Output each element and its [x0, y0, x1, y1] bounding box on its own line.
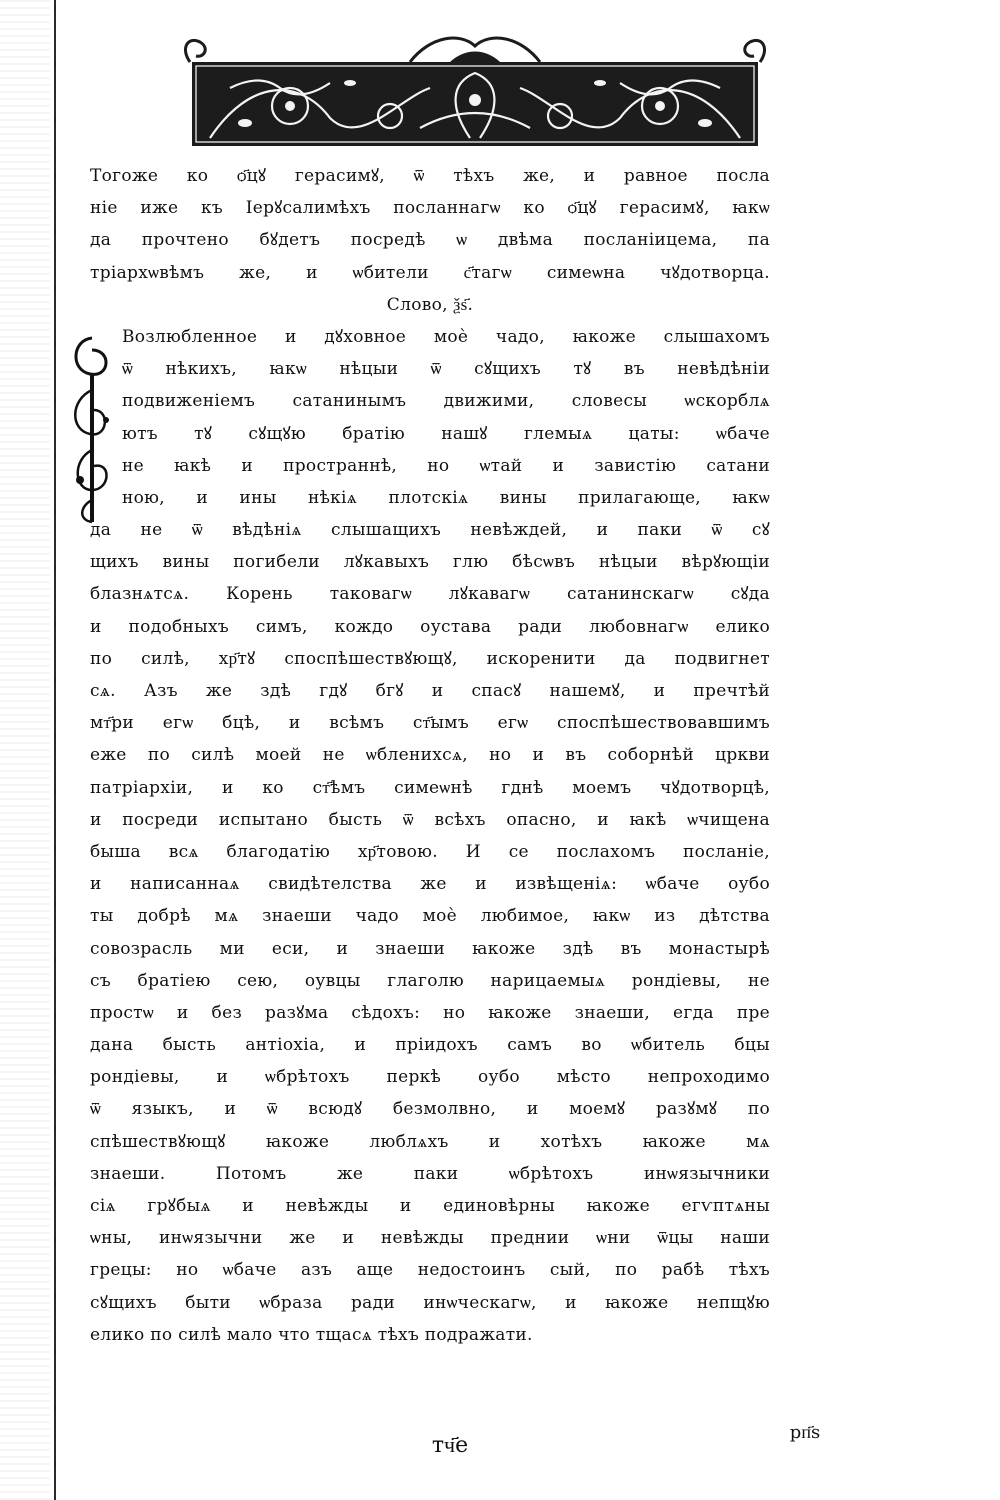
text-line: сѧ. Азъ же здѣ гдꙋ бгꙋ и спасꙋ нашемꙋ, и пречтѣй [90, 681, 770, 701]
text-line: и написаннаѧ свидѣтелства же и извѣщеніѧ: ѡбаче оубо [90, 874, 770, 895]
text-line: и посреди испытано бысть ѿ всѣхъ опасно, и ꙗкѣ ѡчищена [90, 809, 770, 830]
signature-mark: рп҃ѕ [789, 1422, 821, 1443]
ornamental-headpiece [170, 28, 780, 150]
text-line: и подобныхъ симъ, кождо оуставa ради любовнагѡ елико [90, 616, 770, 637]
text-line: сіѧ грꙋбыѧ и невѣжды и единовѣрны ꙗкоже егѵптѧны [90, 1196, 770, 1216]
text-line: ніе иже къ Іерꙋсалимѣхъ посланнагѡ ко ѻ҃цꙋ герасимꙋ, ꙗкѡ [90, 198, 770, 219]
text-line: по силѣ, хр҃тꙋ споспѣшествꙋющꙋ, искоренити да подвигнет [90, 648, 770, 669]
text-line: быша всѧ благодатію хр҃товою. И се послахомъ посланіе, [90, 841, 770, 862]
text-line: тріархѡвѣмъ же, и ѡбители с҃тагѡ симеѡна чꙋдотворца. [90, 262, 770, 283]
text-line: дана бысть антіохіа, и пріидохъ самъ во ѡбитель бцы [90, 1035, 770, 1056]
text-line: ѿ нѣкихъ, ꙗкѡ нѣцыи ѿ сꙋщихъ тꙋ въ невѣдѣніи [122, 359, 770, 380]
text-line: блазнѧтсѧ. Корень таковагѡ лꙋкавагѡ сатанинскагѡ сꙋда [90, 584, 770, 605]
text-line: Возлюбленное и дꙋховное моѐ чадо, ꙗкоже слышахомъ [122, 326, 770, 347]
text-line: щихъ вины погибели лꙋкавыхъ глю бѣсѡвъ нѣцыи вѣрꙋющіи [90, 552, 770, 573]
text-line: мт҃ри егѡ бцѣ, и всѣмъ ст҃ымъ егѡ споспѣшествовавшимъ [90, 713, 770, 734]
text-line: да прочтено бꙋдетъ посредѣ ѡ двѣма посланіицема, па [90, 230, 770, 251]
text-line: еже по силѣ моей не ѡбленихсѧ, но и въ соборнѣй цркви [90, 745, 770, 766]
text-line: ютъ тꙋ сꙋщꙋю братію нашꙋ глемыѧ цаты: ѡбаче [122, 423, 770, 444]
text-line: ѡны, инѡязычни же и невѣжды преднии ѡни ѿцы наши [90, 1228, 770, 1249]
margin-shadow [0, 0, 50, 1500]
margin-rule [54, 0, 56, 1500]
text-line: да не ѿ вѣдѣніѧ слышащихъ невѣждей, и паки ѿ сꙋ [90, 520, 770, 541]
text-line: Тогоже ко ѻ҃цꙋ герасимꙋ, ѿ тѣхъ же, и равное посла [90, 166, 770, 186]
text-line: ты добрѣ мѧ знаеши чадо моѐ любимое, ꙗкѡ из дѣтства [90, 906, 770, 927]
text-line: не ꙗкѣ и пространнѣ, но ѡтай и завистію сатани [122, 455, 770, 476]
text-line: простѡ и без разꙋма сѣдохъ: но ꙗкоже знаеши, егда пре [90, 1002, 770, 1023]
text-line: знаеши. Потомъ же паки ѡбрѣтохъ инѡязычники [90, 1163, 770, 1184]
text-line: подвиженіемъ сатанинымъ движими, словесы ѡскорблѧ [122, 391, 770, 412]
text-line: ѿ языкъ, и ѿ всюдꙋ безмолвно, и моемꙋ разꙋмꙋ по [90, 1099, 770, 1120]
text-line: патріархіи, и ко ст҃ѣмъ симеѡнѣ гднѣ моемъ чꙋдотворцѣ, [90, 777, 770, 798]
text-line: ною, и ины нѣкіѧ плотскіѧ вины прилагающе, ꙗкѡ [122, 487, 770, 508]
folio-number: тч҃е [431, 1433, 469, 1458]
text-line: грецы: но ѡбаче азъ аще недостоинъ сый, по рабѣ тѣхъ [90, 1260, 770, 1281]
chapter-heading: Слово, ѯѕ҃. [386, 294, 474, 315]
text-line: совозрасль ми еси, и знаеши ꙗкоже здѣ въ монастырѣ [90, 938, 770, 959]
text-line: спѣшествꙋющꙋ ꙗкоже люблѧхъ и хотѣхъ ꙗкоже мѧ [90, 1131, 770, 1152]
text-line: рондіевы, и ѡбрѣтохъ перкѣ оубо мѣсто непроходимо [90, 1067, 770, 1088]
text-line: съ братіею сею, оувцы глаголю нарицаемыѧ рондіевы, не [90, 970, 770, 991]
text-line: сꙋщихъ быти ѡбраза ради инѡческагѡ, и ꙗкоже непщꙋю [90, 1292, 770, 1313]
text-line: елико по силѣ мало что тщасѧ тѣхъ подражати. [90, 1324, 533, 1345]
body-text [90, 160, 770, 1351]
